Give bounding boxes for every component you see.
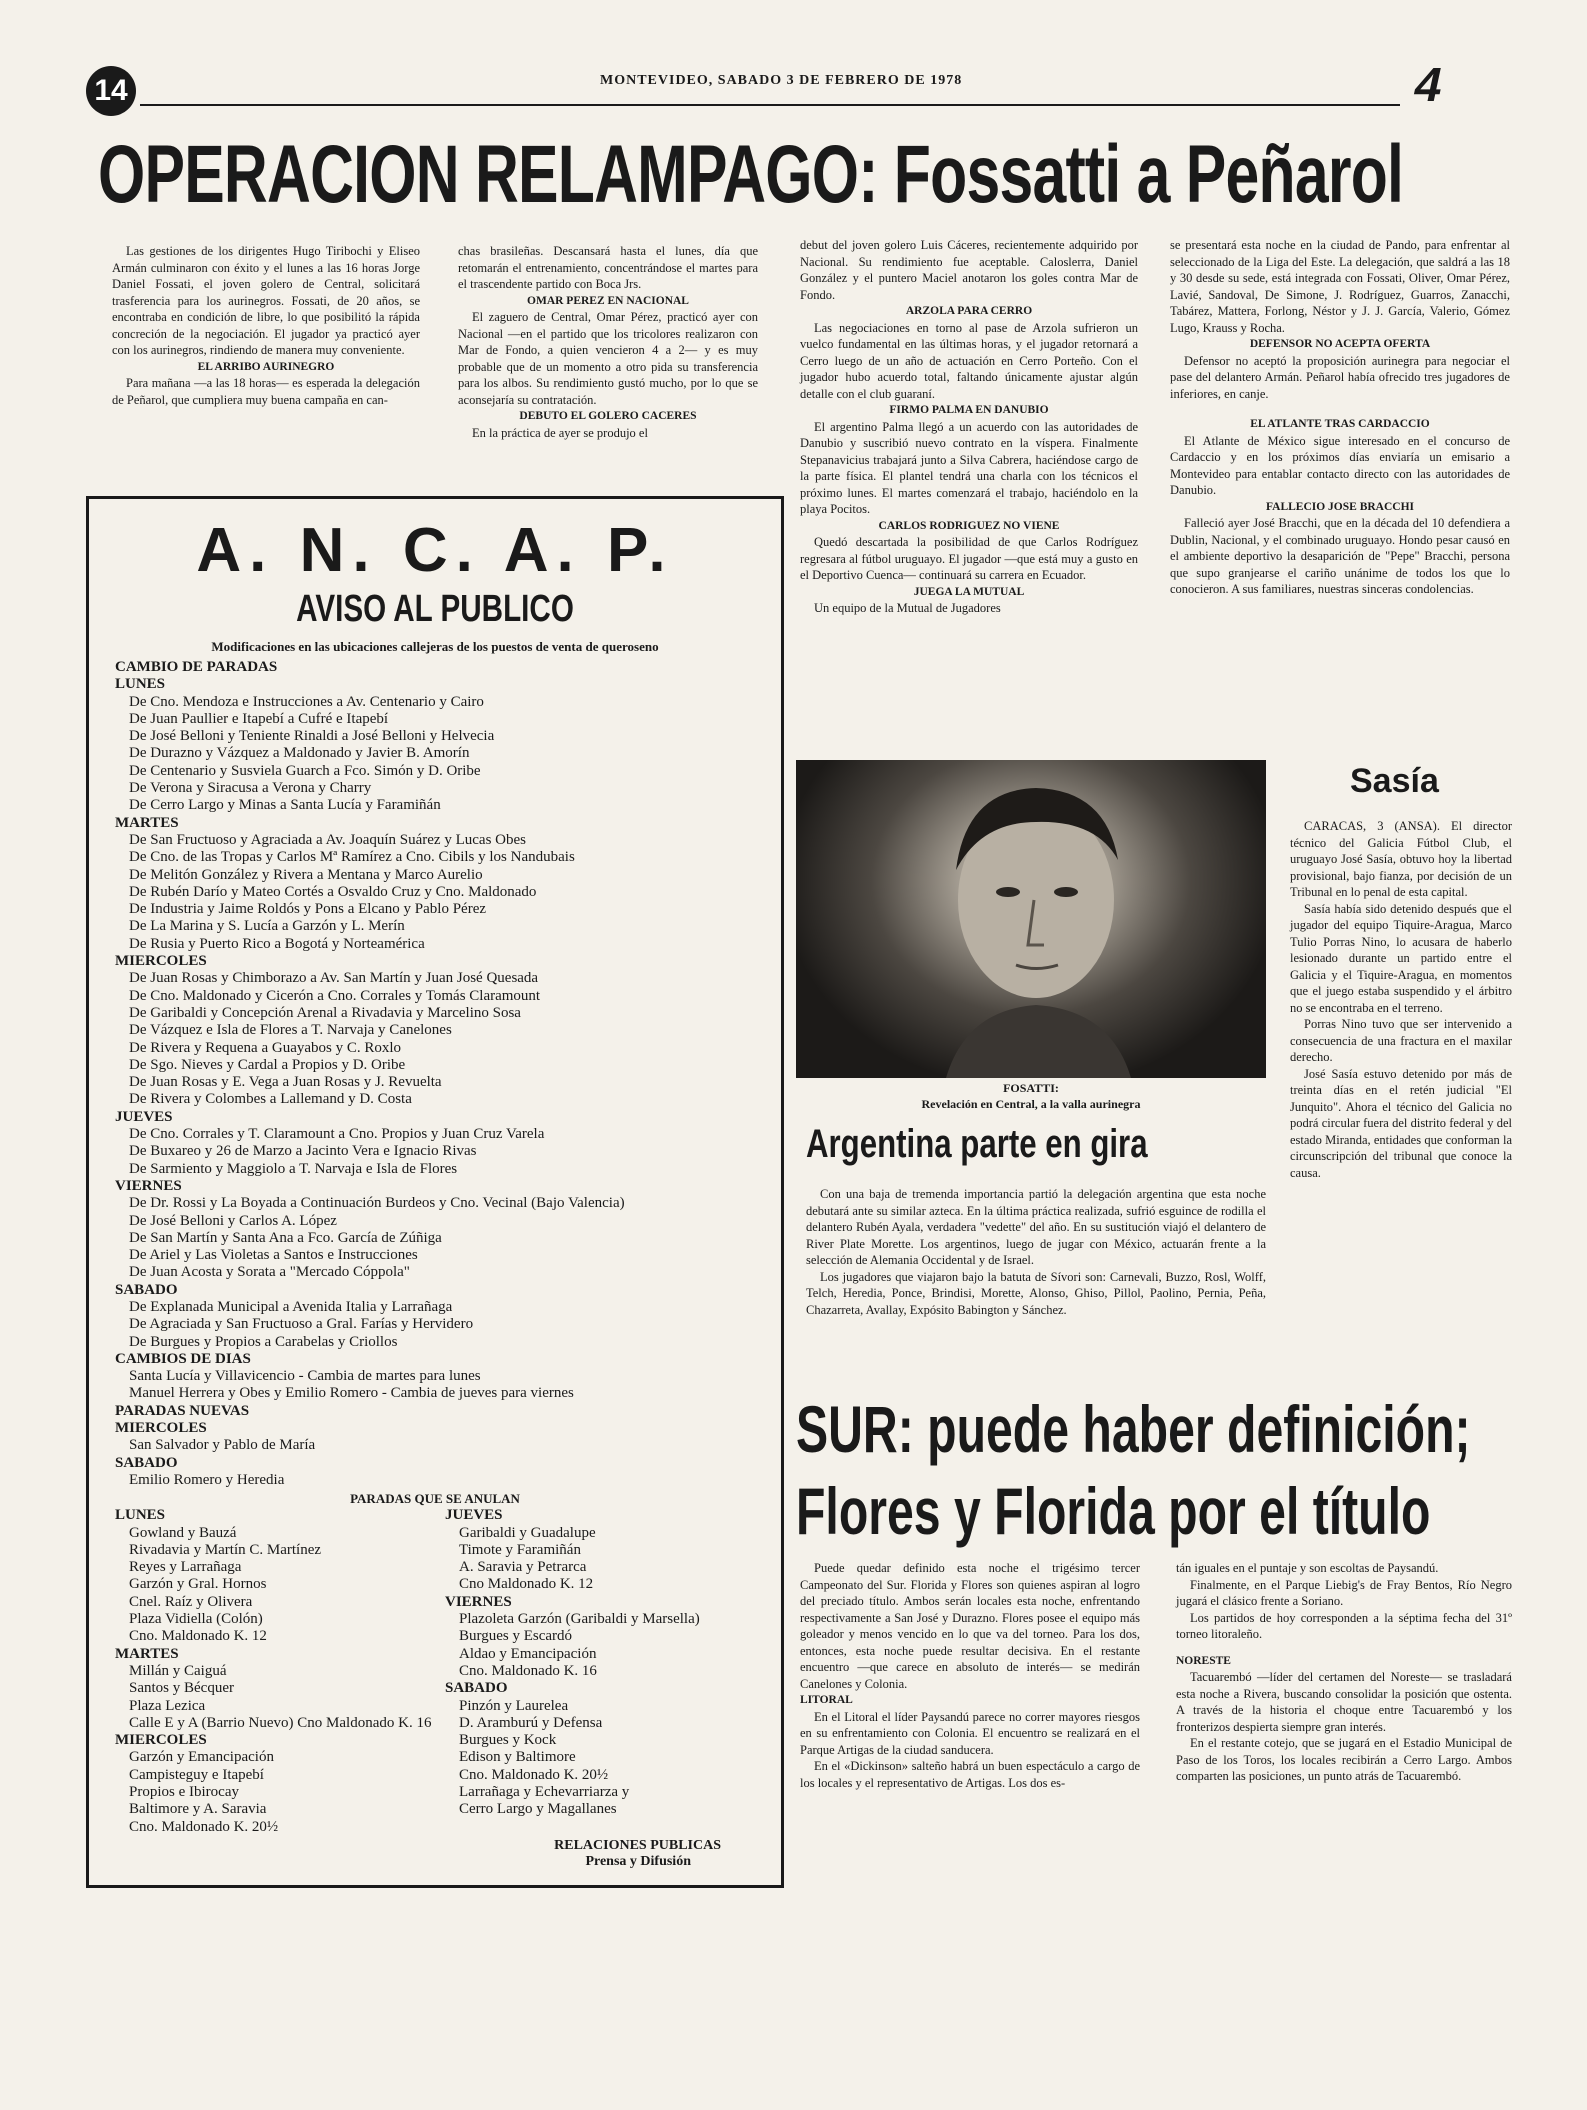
list-item: Pinzón y Laurelea <box>459 1697 569 1714</box>
ad-footer-subtitle: Prensa y Difusión <box>585 1853 691 1869</box>
sasia-article <box>1290 818 1512 1181</box>
subheading: LITORAL <box>800 1694 853 1706</box>
sur-headline-line2: Flores y Florida por el título <box>796 1474 1431 1548</box>
list-item: De Durazno y Vázquez a Maldonado y Javier B. Amorín <box>129 745 470 762</box>
article-column-2 <box>458 243 758 441</box>
list-item: Rivadavia y Martín C. Martínez <box>129 1541 322 1558</box>
header-rule <box>140 104 1400 106</box>
paragraph: Falleció ayer José Bracchi, que en la década del 10 defendiera a Dublin, Nacional, y el combinado uruguayo. Hondo pesar causó en el ambiente deportivo la desaparición de "Pepe" Bracchi, persona que supo granjearse el cariño unánime de todos los que lo conocieron. A sus familiares, nuestras sinceras condolencias. <box>1170 516 1510 596</box>
list-item: Cno. Maldonado K. 12 <box>129 1628 267 1645</box>
paragraph: El Atlante de México sigue interesado en el concurso de Cardaccio y en los próximos días enviaría un emisario a Montevideo para entablar contacto directo con las autoridades de Danubio. <box>1170 433 1510 497</box>
list-item: Timote y Faramiñán <box>459 1541 581 1558</box>
list-item: De Sarmiento y Maggiolo a T. Narvaja e Isla de Flores <box>129 1160 458 1177</box>
list-section-heading: CAMBIO DE PARADAS <box>115 659 278 675</box>
list-section-heading: VIERNES <box>445 1593 512 1610</box>
sur-column-2 <box>1176 1560 1512 1785</box>
paragraph: Con una baja de tremenda importancia partió la delegación argentina que esta noche debutará ante su similar azteca. En la última práctica realizada, sufrió esguince de rodilla el delantero Rubén Ayala, verdadera "vedette" del año. En su sustitución viajó el delantero de River Plate Morette. Los argentinos, luego de jugar con México, actuarán frente a la selección de Alemania Occidental y de Israel. <box>806 1187 1266 1267</box>
list-item: De Industria y Jaime Roldós y Pons a Elcano y Pablo Pérez <box>129 901 487 918</box>
list-item: De Vázquez e Isla de Flores a T. Narvaja y Canelones <box>129 1022 452 1039</box>
list-item: San Salvador y Pablo de María <box>129 1437 316 1454</box>
subheading: DEFENSOR NO ACEPTA OFERTA <box>1249 338 1431 350</box>
list-section-heading: JUEVES <box>115 1108 173 1125</box>
list-item: Emilio Romero y Heredia <box>129 1471 285 1488</box>
list-item: De Ariel y Las Violetas a Santos e Instrucciones <box>129 1247 418 1264</box>
list-section-heading: MIERCOLES <box>115 1420 207 1437</box>
list-item: Cno. Maldonado K. 16 <box>459 1662 597 1679</box>
subheading: EL ATLANTE TRAS CARDACCIO <box>1250 418 1430 430</box>
list-item: De Buxareo y 26 de Marzo a Jacinto Vera e Ignacio Rivas <box>129 1143 477 1160</box>
list-item: De Cno. Mendoza e Instrucciones a Av. Centenario y Cairo <box>129 693 484 710</box>
list-item: Plazoleta Garzón (Garibaldi y Marsella) <box>459 1611 700 1628</box>
list-item: D. Aramburú y Defensa <box>459 1714 603 1731</box>
list-item: De La Marina y S. Lucía a Garzón y L. Merín <box>129 918 405 935</box>
list-section-heading: LUNES <box>115 1507 166 1524</box>
list-item: Campisteguy e Itapebí <box>129 1766 264 1783</box>
paragraph: chas brasileñas. Descansará hasta el lunes, día que retomarán el entrenamiento, concentrándose el martes para el trascendente partido con Boca Jrs. <box>458 244 758 291</box>
paragraph: Porras Nino tuvo que ser intervenido a consecuencia de una fractura en el maxilar derecho. <box>1290 1017 1512 1064</box>
list-item: Cno. Maldonado K. 20½ <box>459 1766 609 1783</box>
list-item: Aldao y Emancipación <box>459 1645 597 1662</box>
list-item: Cnel. Raíz y Olivera <box>129 1593 253 1610</box>
list-item: Manuel Herrera y Obes y Emilio Romero - Cambia de jueves para viernes <box>129 1385 574 1402</box>
paragraph: Un equipo de la Mutual de Jugadores <box>814 601 1001 615</box>
list-item: De Cno. Corrales y T. Claramount a Cno. Propios y Juan Cruz Varela <box>129 1126 545 1143</box>
dateline: MONTEVIDEO, SABADO 3 DE FEBRERO DE 1978 <box>600 73 963 88</box>
ad-subtitle: AVISO AL PUBLICO <box>296 588 574 630</box>
list-section-heading: SABADO <box>115 1454 178 1471</box>
list-item: Cno Maldonado K. 12 <box>459 1576 594 1593</box>
list-item: De Juan Rosas y E. Vega a Juan Rosas y J. Revuelta <box>129 1074 442 1091</box>
list-item: Propios e Ibirocay <box>129 1784 239 1800</box>
page-number: 14 <box>86 66 136 116</box>
anulan-grid <box>115 1507 781 1836</box>
ad-footer-title: RELACIONES PUBLICAS <box>554 1837 721 1853</box>
list-item: Plaza Vidiella (Colón) <box>129 1611 263 1628</box>
paragraph: Las negociaciones en torno al pase de Arzola sufrieron un vuelco fundamental en las últimas horas, y el jugador retornará a Cerro luego de un año de actuación en Cerro Porteño. Con el jugador hubo acuerdo total, faltando únicamente ajustar algún detalle con el club guaraní. <box>800 320 1138 401</box>
list-item: De Cno. de las Tropas y Carlos Mª Ramírez a Cno. Cibils y los Nandubais <box>129 849 575 866</box>
ad-intro: Modificaciones en las ubicaciones callejeras de los puestos de venta de queroseno <box>211 639 659 654</box>
list-item: Calle E y A (Barrio Nuevo) Cno Maldonado K. 16 <box>129 1714 432 1731</box>
caption-name: FOSATTI: <box>1003 1081 1059 1095</box>
list-item: De Rusia y Puerto Rico a Bogotá y Norteamérica <box>129 935 425 952</box>
paragraph: El argentino Palma llegó a un acuerdo con las autoridades de Danubio y suscribió nuevo contrato en la víspera. Finalmente Stepanavicius trabajará junto a Silva Cabrera, haciéndose cargo de la parte física. El plantel tendrá una charla con los técnicos el próximo lunes. El martes comenzará el trabajo, haciéndolo en la playa Pocitos. <box>800 419 1138 516</box>
list-item: Cno. Maldonado K. 20½ <box>129 1818 279 1835</box>
paragraph: En la práctica de ayer se produjo el <box>472 425 648 440</box>
main-headline: OPERACION RELAMPAGO: Fossatti a Peñarol <box>98 129 1404 220</box>
portrait-illustration <box>796 760 1266 1078</box>
list-item: De Agraciada y San Fructuoso a Gral. Farías y Hervidero <box>129 1316 474 1333</box>
subheading: EL ARRIBO AURINEGRO <box>197 360 335 373</box>
paragraph: Puede quedar definido esta noche el trigésimo tercer Campeonato del Sur. Florida y Flores son quienes aspiran al logro del preciado título. Ambos serán locales esta noche, enfrentando respectivamente a San José y Durazno. Flores posee el equipo más goleador y menos vencido en lo que va del torneo. Para los dos, entonces, esta noche puede resultar decisiva. En el restante encuentro —que carece en absoluto de interés— se medirán Canelones y Colonia. <box>800 1561 1140 1691</box>
paragraph: Las gestiones de los dirigentes Hugo Tiribochi y Eliseo Armán culminaron con éxito y el lunes a las 16 horas Jorge Daniel Fossati, el joven golero de Central, solicitará trasferencia para los aurinegros. Fossati, de 20 años, se encontraba en condición de libre, lo que posibilitó la rápida concreción de la negociación. El jugador ya practicó ayer con los aurinegros, rindiendo de manera muy conveniente. <box>112 244 420 357</box>
list-item: De Juan Paullier e Itapebí a Cufré e Itapebí <box>129 710 389 727</box>
list-item: Reyes y Larrañaga <box>129 1559 242 1576</box>
list-item: De Cno. Maldonado y Cicerón a Cno. Corrales y Tomás Claramount <box>129 987 541 1004</box>
anulan-right-column <box>445 1507 745 1836</box>
list-item: De José Belloni y Carlos A. López <box>129 1212 337 1229</box>
sur-column-1 <box>800 1560 1140 1791</box>
article-column-4 <box>1170 237 1510 598</box>
anulan-heading: PARADAS QUE SE ANULAN <box>350 1491 520 1507</box>
sur-headline <box>796 1388 1471 1552</box>
list-item: De San Martín y Santa Ana a Fco. García de Zúñiga <box>129 1229 442 1246</box>
paragraph: Quedó descartada la posibilidad de que Carlos Rodríguez regresara al fútbol uruguayo. El jugador —que está muy a gusto en el Deportivo Cuenca— continuará su carrera en Ecuador. <box>800 535 1138 582</box>
list-item: De Centenario y Susviela Guarch a Fco. Simón y D. Oribe <box>129 762 481 779</box>
newspaper-logo: 4 <box>1409 59 1448 112</box>
list-item: De Rivera y Colombes a Lallemand y D. Costa <box>129 1091 412 1108</box>
sasia-headline: Sasía <box>1350 762 1439 800</box>
list-item: Santos y Bécquer <box>129 1680 234 1697</box>
list-item: De San Fructuoso y Agraciada a Av. Joaquín Suárez y Lucas Obes <box>129 831 526 848</box>
list-section-heading: VIERNES <box>115 1177 182 1194</box>
list-item: Garibaldi y Guadalupe <box>459 1524 596 1541</box>
sur-headline-line1: SUR: puede haber definición; <box>796 1392 1471 1466</box>
argentina-headline: Argentina parte en gira <box>806 1122 1148 1166</box>
subheading: JUEGA LA MUTUAL <box>913 585 1025 598</box>
paragraph: debut del joven golero Luis Cáceres, recientemente adquirido por Nacional. Su rendimiento fue aceptable. Caloslerra, Daniel González y el puntero Maciel anotaron los goles contra Mar de Fondo. <box>800 238 1138 302</box>
list-item: De José Belloni y Teniente Rinaldi a José Belloni y Helvecia <box>129 728 495 745</box>
list-section-heading: MARTES <box>115 1645 179 1662</box>
list-item: De Melitón González y Rivera a Mentana y Marco Aurelio <box>129 866 483 883</box>
list-item: De Juan Acosta y Sorata a "Mercado Cóppola" <box>129 1264 410 1281</box>
paragraph: CARACAS, 3 (ANSA). El director técnico del Galicia Fútbol Club, el uruguayo José Sasía, obtuvo hoy la libertad provisional, bajo fianza, por decisión de un Tribunal en lo penal de esta capital. <box>1290 819 1512 899</box>
fossati-photo <box>796 760 1266 1078</box>
paragraph: En el restante cotejo, que se jugará en el Estadio Municipal de Paso de los Toros, los locales recibirán a Cerro Largo. Ambos comparten las posiciones, un punto atrás de Tacuarembó. <box>1176 1736 1512 1783</box>
list-item: De Rivera y Requena a Guayabos y C. Roxlo <box>129 1039 402 1056</box>
paragraph: se presentará esta noche en la ciudad de Pando, para enfrentar al seleccionado de la Liga del Este. La delegación, que saldrá a las 18 y 30 desde su sede, está integrada con Fossati, Oliver, Omar Pérez, Lavié, Sandoval, De Simone, J. Rodríguez, Guarros, Zanacchi, Tabárez, Mattera, Forlong, Néstor y J. J. García, Valerio, Gómez Lugo, Krauss y Rocha. <box>1170 238 1510 335</box>
list-item: De Sgo. Nieves y Cardal a Propios y D. Oribe <box>129 1056 406 1073</box>
list-section-heading: MARTES <box>115 814 179 831</box>
list-item: Edison y Baltimore <box>459 1749 576 1766</box>
list-item: De Dr. Rossi y La Boyada a Continuación Burdeos y Cno. Vecinal (Bajo Valencia) <box>129 1195 625 1212</box>
paragraph: José Sasía estuvo detenido por más de treinta días en el retén judicial "El Junquito". Ahora el técnico del Galicia no podrá circular fuera del distrito federal y del estado Miranda, entidades que conforman la circunscripción del tribunal que conoce la causa. <box>1290 1066 1512 1180</box>
list-item: Garzón y Emancipación <box>129 1749 274 1766</box>
caption-text: Revelación en Central, a la valla aurinegra <box>921 1097 1141 1111</box>
list-item: Plaza Lezica <box>129 1697 206 1714</box>
list-item: De Juan Rosas y Chimborazo a Av. San Martín y Juan José Quesada <box>129 970 539 987</box>
list-item: Gowland y Bauzá <box>129 1524 237 1541</box>
subheading: DEBUTO EL GOLERO CACERES <box>519 410 697 422</box>
list-item: De Rubén Darío y Mateo Cortés a Osvaldo Cruz y Cno. Maldonado <box>129 883 537 900</box>
subheading: ARZOLA PARA CERRO <box>905 305 1033 317</box>
photo-caption <box>796 1080 1266 1112</box>
paragraph: Finalmente, en el Parque Liebig's de Fray Bentos, Río Negro jugará el clásico frente a Soriano. <box>1176 1577 1512 1608</box>
paragraph: tán iguales en el puntaje y son escoltas de Paysandú. <box>1176 1561 1439 1575</box>
paragraph: Defensor no aceptó la proposición aurinegra para negociar el pase del delantero Armán. Peñarol había ofrecido tres jugadores de inferiores, en canje. <box>1170 353 1510 401</box>
subheading: CARLOS RODRIGUEZ NO VIENE <box>878 519 1060 532</box>
list-section-heading: LUNES <box>115 676 166 693</box>
list-section-heading: SABADO <box>115 1281 178 1298</box>
ancap-advertisement <box>86 496 784 1888</box>
list-section-heading: JUEVES <box>445 1507 503 1524</box>
list-item: De Verona y Siracusa a Verona y Charry <box>129 780 372 797</box>
ad-title: A. N. C. A. P. <box>196 516 674 585</box>
list-item: Santa Lucía y Villavicencio - Cambia de martes para lunes <box>129 1368 481 1385</box>
list-item: De Explanada Municipal a Avenida Italia y Larrañaga <box>129 1298 453 1315</box>
paragraph: En el «Dickinson» salteño habrá un buen espectáculo a cargo de los locales y el representativo de Artigas. Los dos es- <box>800 1759 1140 1790</box>
paragraph: Para mañana —a las 18 horas— es esperada la delegación de Peñarol, que cumpliera muy buena campaña en can- <box>112 376 420 407</box>
list-section-heading: SABADO <box>445 1680 508 1697</box>
article-column-3 <box>800 237 1138 617</box>
list-item: Millán y Caiguá <box>129 1662 227 1679</box>
list-item: Burgues y Kock <box>459 1732 557 1749</box>
paragraph: Los jugadores que viajaron bajo la batuta de Sívori son: Carnevali, Buzzo, Rosl, Wolff, Telch, Heredia, Ponce, Brindisi, Morette, Alonso, Ghiso, Pillol, Paolino, Pernia, Peña, Chazarreta, Avallay, Expósito Babington y Sánchez. <box>806 1269 1266 1317</box>
article-column-1 <box>112 243 420 408</box>
paragraph: Los partidos de hoy corresponden a la séptima fecha del 31º torneo litoraleño. <box>1176 1610 1512 1641</box>
ad-location-list <box>115 659 781 1489</box>
list-item: Garzón y Gral. Hornos <box>129 1576 267 1593</box>
list-item: De Burgues y Propios a Carabelas y Criollos <box>129 1333 398 1350</box>
paragraph: En el Litoral el líder Paysandú parece no correr mayores riesgos en su enfrentamiento con Colonia. El encuentro se realizará en el Parque Artigas de la ciudad sanducera. <box>800 1709 1140 1757</box>
list-item: Baltimore y A. Saravia <box>129 1801 267 1818</box>
subheading: OMAR PEREZ EN NACIONAL <box>527 294 689 307</box>
list-section-heading: MIERCOLES <box>115 1732 207 1749</box>
list-item: De Cerro Largo y Minas a Santa Lucía y Faramiñán <box>129 797 441 814</box>
anulan-left-column <box>115 1507 445 1836</box>
paragraph: El zaguero de Central, Omar Pérez, practicó ayer con Nacional —en el partido que los tricolores realizaron con Mar de Fondo, a quien vencieron 4 a 2— y es muy probable que de un momento a otro pida su transferencia para los albos. Su rendimiento gustó mucho, por lo que se aconsejaría su contratación. <box>458 310 758 407</box>
list-item: Burgues y Escardó <box>459 1628 573 1645</box>
argentina-article <box>806 1186 1266 1318</box>
list-section-heading: PARADAS NUEVAS <box>115 1402 250 1419</box>
list-item: Larrañaga y Echevarriarza y <box>459 1784 630 1800</box>
list-section-heading: MIERCOLES <box>115 953 207 970</box>
list-item: Cerro Largo y Magallanes <box>459 1801 617 1818</box>
paragraph: Sasía había sido detenido después que el jugador del equipo Tiquire-Aragua, Marco Tulio Porras Nino, lo acusara de haberlo lesionado durante un partido entre el Galicia y el Tiquire-Aragua, en momentos que el juego estaba suspendido y el árbitro no se encontraba en el terreno. <box>1290 901 1512 1015</box>
paragraph: Tacuarembó —líder del certamen del Noreste— se trasladará esta noche a Rivera, buscando consolidar la posición que ostenta. A través de la historia el choque entre Tacuarembó y los fronterizos despierta siempre gran interés. <box>1176 1670 1512 1734</box>
subheading: FALLECIO JOSE BRACCHI <box>1265 500 1415 513</box>
list-item: De Garibaldi y Concepción Arenal a Rivadavia y Marcelino Sosa <box>129 1004 521 1021</box>
list-section-heading: CAMBIOS DE DIAS <box>115 1350 251 1367</box>
subheading: NORESTE <box>1176 1654 1231 1667</box>
list-item: A. Saravia y Petrarca <box>459 1559 587 1576</box>
subheading: FIRMO PALMA EN DANUBIO <box>889 404 1049 416</box>
